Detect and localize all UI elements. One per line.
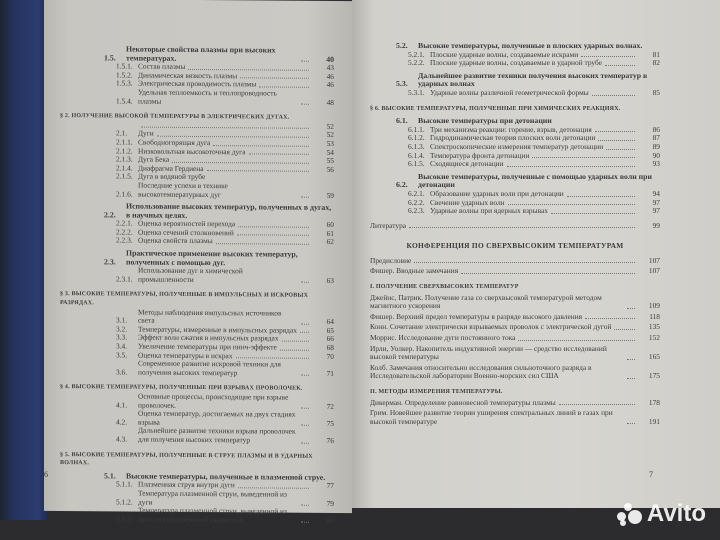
toc-entry-title: Плоские ударные волны, создаваемые в ударной трубе	[430, 58, 602, 68]
toc-entry	[60, 266, 334, 285]
dot-leader	[508, 204, 635, 205]
toc-entry	[370, 345, 660, 362]
toc-entry-page: 191	[648, 416, 660, 426]
toc-entry-page: 109	[648, 301, 660, 311]
dot-leader	[301, 505, 309, 506]
toc-entry-number: 2.3.1.	[116, 274, 133, 284]
toc-entry-number: 6.1.5.	[408, 159, 425, 169]
toc-entry-number: 3.6.	[116, 367, 128, 377]
dot-leader	[606, 149, 635, 150]
toc-entry-page: 66	[326, 334, 334, 344]
dot-leader	[249, 153, 310, 154]
toc-entry-number: 6.1.4.	[408, 150, 425, 160]
toc-entry-page: 89	[652, 141, 660, 151]
toc-entry-title: § 2. ПОЛУЧЕНИЕ ВЫСОКОЙ ТЕМПЕРАТУРЫ В ЭЛЕКТРИЧЕСКИХ ДУГАХ.	[60, 113, 290, 121]
toc-entry	[370, 283, 660, 292]
dot-leader	[301, 425, 309, 426]
toc-entry-title: Температура плазменной струи, выведенной из дуги со сверхзвуковой скоростью	[138, 505, 287, 525]
toc-entry-title: Дуги	[138, 128, 154, 139]
toc-entry-number: 3.5.	[116, 350, 128, 360]
dot-leader	[301, 442, 309, 443]
dot-leader	[567, 196, 635, 197]
toc-entry-number: 4.1.	[116, 399, 128, 410]
dot-leader	[585, 318, 635, 319]
dot-leader	[605, 65, 635, 66]
toc-entry-page: 63	[326, 275, 334, 285]
toc-entry-page: 48	[326, 97, 334, 107]
avito-watermark	[617, 500, 706, 528]
toc-entry-number: 6.2.	[396, 180, 408, 190]
toc-entry-title: Дальнейшее развитие техники получения высоких температур в ударных волнах	[418, 70, 648, 89]
toc-entry-number: 2.1.4.	[116, 163, 133, 173]
toc-entry-title: Основные процессы, происходящие при взрыве проволочек.	[138, 391, 289, 410]
right-page-number: 7	[649, 470, 653, 479]
toc-entry	[60, 506, 334, 525]
toc-entry-number: 2.1.2.	[116, 145, 133, 156]
dot-leader	[627, 308, 635, 309]
toc-entry-number: 6.1.3.	[408, 141, 425, 151]
dot-leader	[300, 332, 309, 333]
dot-leader	[409, 227, 635, 228]
toc-entry-title: Температуры, измеренные в импульсных разрядах	[138, 324, 297, 335]
toc-entry-title: Спектроскопические измерения температур детонации	[430, 141, 604, 151]
toc-entry	[60, 426, 334, 445]
toc-entry-number: 6.1.1.	[408, 124, 425, 134]
toc-entry-title: Свободногорящая дуга	[138, 137, 211, 148]
toc-entry-number: 6.1.2.	[408, 133, 425, 143]
toc-entry-number: 3.1.	[116, 315, 128, 325]
toc-entry	[370, 222, 660, 231]
toc-entry	[370, 257, 660, 266]
toc-entry-page: 76	[326, 435, 334, 445]
toc-entry	[370, 294, 660, 311]
toc-entry-number: 1.5.2.	[116, 70, 133, 80]
toc-entry-number: 5.1.1.	[116, 479, 133, 489]
toc-entry-title: Температура плазменной струи, выведенной из дуги	[138, 488, 287, 507]
toc-entry-title: Конн. Сочетание электрически взрываемых проволок с электрической дугой	[370, 322, 612, 332]
dot-leader	[507, 166, 635, 167]
toc-entry-page: 70	[326, 351, 334, 361]
toc-entry	[60, 359, 334, 378]
toc-entry-title: Использование высоких температур, полученных в дугах, в научных целях.	[126, 201, 332, 220]
dot-leader	[627, 359, 635, 360]
dot-leader	[282, 341, 309, 342]
toc-entry	[370, 89, 660, 98]
toc-entry-title: Свечение ударных волн	[430, 197, 505, 207]
toc-entry-title: Практическое применение высоких температур, полученных с помощью дуг.	[126, 248, 298, 267]
left-page-number: 6	[44, 470, 48, 479]
toc-entry-number: 3.3.	[116, 332, 128, 342]
toc-entry-page: 135	[648, 322, 660, 332]
toc-entry-title: Ирли, Уолкер. Накопитель индуктивной энергии — средство исследований высокой температуры	[370, 343, 607, 362]
toc-entry-title: Некоторые свойства плазмы при высоких температурах.	[126, 44, 276, 63]
toc-entry-page: 97	[652, 206, 660, 216]
toc-entry-page: 79	[326, 498, 334, 508]
dot-leader	[301, 197, 309, 198]
toc-entry	[60, 451, 334, 470]
dot-leader	[238, 226, 309, 227]
toc-entry-title: Оценка температур, достигаемых на двух стадиях взрыва	[138, 408, 296, 427]
right-toc	[370, 38, 660, 426]
toc-entry-number: 2.2.2.	[116, 227, 133, 237]
toc-entry-page: 52	[326, 121, 334, 131]
toc-entry-title: Моррис. Исследование дуги постоянного тока	[370, 333, 516, 343]
dot-leader	[280, 349, 309, 350]
toc-entry	[370, 207, 660, 216]
toc-entry	[370, 399, 660, 408]
dot-leader	[581, 56, 635, 57]
toc-entry-number: 2.1.3.	[116, 154, 133, 164]
toc-entry	[370, 173, 660, 190]
toc-entry-number: 6.1.	[396, 116, 408, 126]
toc-entry-title: Грим. Новейшее развитие теории уширения спектральных линий в газах при высокой температуре	[370, 408, 613, 426]
toc-entry-number: 2.1.1.	[116, 137, 133, 147]
watermark-text: Avito	[646, 500, 706, 527]
toc-entry-title: Дикерман. Определение равновесной температуры плазмы	[370, 397, 556, 407]
toc-entry	[60, 181, 334, 200]
toc-entry	[370, 242, 660, 251]
toc-entry-title: Удельная теплоемкость и теплопроводность плазмы	[138, 87, 277, 106]
toc-entry-title: Сходящиеся детонации	[430, 159, 504, 169]
toc-entry-title: Динамическая вязкость плазмы	[138, 70, 238, 81]
toc-entry-number: 5.1.	[104, 471, 116, 481]
toc-entry-title: Оценка вероятностей перехода	[138, 218, 236, 229]
toc-entry	[370, 334, 660, 343]
toc-entry-title: Низковольтная высокоточная дуга	[138, 146, 246, 156]
toc-entry-page: 90	[652, 150, 660, 160]
toc-entry-number: 5.2.	[396, 41, 408, 50]
toc-entry-number: 2.2.1.	[116, 218, 133, 228]
toc-entry-number: 2.2.	[104, 210, 116, 220]
toc-entry-title: Плоские ударные волны, создаваемые искрами	[430, 49, 579, 59]
toc-heading: КОНФЕРЕНЦИЯ ПО СВЕРХВЫСОКИМ ТЕМПЕРАТУРАМ	[406, 241, 624, 251]
toc-entry-page: 85	[652, 87, 660, 97]
toc-entry-title: § 5. ВЫСОКИЕ ТЕМПЕРАТУРЫ, ПОЛУЧЕННЫЕ В СТРУЕ ПЛАЗМЫ И В УДАРНЫХ ВОЛНАХ.	[60, 451, 313, 467]
toc-entry-page: 43	[326, 63, 334, 73]
toc-entry	[370, 313, 660, 322]
toc-entry	[370, 323, 660, 332]
dot-leader	[301, 324, 309, 325]
toc-entry	[60, 308, 334, 327]
toc-entry-page: 99	[652, 220, 660, 230]
dot-leader	[614, 329, 635, 330]
dot-leader	[301, 408, 309, 409]
toc-entry	[370, 105, 660, 114]
toc-entry-page: 54	[326, 147, 334, 157]
toc-entry-number: 4.2.	[116, 417, 128, 427]
toc-entry-title: Гидродинамическая теория плоских волн детонации	[430, 133, 596, 143]
left-toc	[60, 41, 334, 525]
toc-entry-number: 3.2.	[116, 324, 128, 334]
toc-entry-page: 93	[652, 159, 660, 169]
toc-entry-number: 5.3.1.	[408, 87, 425, 97]
toc-entry-page: 46	[326, 71, 334, 81]
toc-entry	[60, 237, 334, 248]
toc-entry-page: 77	[326, 481, 334, 491]
toc-entry-page: 107	[648, 255, 660, 265]
toc-entry-page: 82	[652, 58, 660, 68]
toc-entry-page: 75	[326, 418, 334, 428]
dot-leader	[213, 145, 309, 147]
dot-leader	[301, 61, 309, 62]
toc-entry-title: Дальнейшее развитие техники взрыва проволочек для получения высоких температур	[138, 425, 296, 445]
dot-leader	[518, 340, 635, 341]
toc-entry-title: Оценка температуры в искрах	[138, 350, 233, 360]
toc-entry-title: Увеличение температуры при пинч-эффекте	[138, 341, 277, 352]
toc-entry-title: Последние успехи в технике высокотемпературных дуг	[138, 180, 228, 199]
toc-entry-number: 1.5.1.	[116, 61, 133, 71]
toc-entry-title: Эффект волн сжатия в импульсных разрядах	[138, 332, 279, 343]
toc-entry-page: 94	[652, 188, 660, 198]
toc-entry-page: 64	[326, 317, 334, 327]
toc-entry-number: 1.5.3.	[116, 78, 133, 88]
toc-entry-page: 56	[326, 164, 334, 174]
toc-entry-title: Джейнс, Патрик. Получение газа со сверхвысокой температурой методом магнитного ускорения	[370, 292, 602, 311]
toc-entry-page: 72	[326, 401, 334, 411]
toc-entry-page: 40	[326, 54, 334, 64]
toc-entry-page: 87	[652, 133, 660, 143]
toc-entry-title: Фишер. Вводные замечания	[370, 266, 459, 276]
dot-leader	[461, 273, 635, 274]
toc-entry-number: 5.1.3.	[116, 514, 133, 524]
toc-entry-title: Образование ударных волн при детонации	[430, 188, 564, 198]
dot-leader	[301, 104, 309, 105]
toc-entry-page: 81	[652, 49, 660, 59]
toc-entry-page: 52	[326, 130, 334, 140]
toc-entry-title: Высокие температуры, полученные с помощью ударных волн при детонации	[418, 171, 652, 190]
toc-entry-title: Три механизма реакции: горение, взрыв, детонация	[430, 124, 592, 134]
toc-entry-page: 118	[649, 311, 660, 321]
dot-leader	[216, 243, 309, 245]
toc-entry-title: Состав плазмы	[138, 61, 186, 72]
toc-entry	[370, 388, 660, 397]
toc-entry-number: 2.2.3.	[116, 235, 133, 246]
toc-entry-page: 62	[326, 237, 334, 247]
toc-entry-page: 97	[652, 197, 660, 207]
toc-entry	[370, 267, 660, 276]
toc-entry-title: Электрическая проводимость плазмы	[138, 78, 257, 89]
toc-entry	[370, 160, 660, 169]
toc-entry	[60, 45, 334, 64]
dot-leader	[592, 95, 635, 96]
toc-entry-page: 71	[326, 368, 334, 378]
toc-entry-page: 46	[326, 80, 334, 90]
left-page	[44, 0, 352, 525]
toc-entry-title: Температура фронта детонации	[430, 150, 530, 160]
toc-entry	[60, 88, 334, 107]
dot-leader	[414, 262, 635, 263]
toc-entry-number: 6.2.3.	[408, 206, 425, 216]
toc-entry-title: § 4. ВЫСОКИЕ ТЕМПЕРАТУРЫ, ПОЛУЧЕННЫЕ ПРИ ВЗРЫВАХ ПРОВОЛОЧЕК.	[60, 384, 303, 393]
toc-entry	[370, 72, 660, 89]
toc-entry-title: Ударные волны при ядерных взрывах	[430, 206, 548, 216]
toc-entry-title: Дуга в водяной трубе	[138, 171, 206, 182]
toc-entry-title: Использование дуг в химической промышленности	[138, 265, 243, 284]
toc-entry-title: § 6. ВЫСОКИЕ ТЕМПЕРАТУРЫ, ПОЛУЧЕННЫЕ ПРИ ХИМИЧЕСКИХ РЕАКЦИЯХ.	[370, 105, 621, 112]
toc-entry-page: 165	[648, 352, 660, 362]
toc-entry	[370, 364, 660, 381]
toc-entry-number: 6.2.2.	[408, 197, 425, 207]
toc-entry-title: Высокие температуры при детонации	[418, 116, 552, 126]
toc-entry-number: 4.3.	[116, 434, 128, 444]
toc-entry-title: Высокие температуры, полученные в плоских ударных волнах.	[418, 41, 643, 50]
toc-entry-number: 5.2.1.	[408, 49, 425, 59]
toc-entry-title: Методы наблюдения импульсных источников света	[138, 307, 282, 325]
toc-entry	[370, 59, 660, 68]
toc-entry-title: Дуга Бека	[138, 154, 170, 164]
dot-leader	[598, 140, 635, 141]
toc-entry-title: II. МЕТОДЫ ИЗМЕРЕНИЯ ТЕМПЕРАТУРЫ.	[370, 389, 503, 395]
toc-entry-page: 61	[326, 228, 334, 238]
toc-entry-number: 2.1.6.	[116, 188, 133, 199]
toc-entry-number: 5.3.	[396, 79, 408, 89]
toc-entry-number: 5.2.2.	[408, 58, 425, 68]
toc-entry-number: 3.4.	[116, 341, 128, 351]
right-page	[352, 0, 720, 508]
toc-entry-page: 68	[326, 342, 334, 352]
dot-leader	[551, 213, 635, 214]
toc-entry-page: 59	[326, 190, 334, 200]
toc-entry-title: Предисловие	[370, 255, 412, 265]
toc-entry-page: 53	[326, 138, 334, 148]
toc-entry-number: 2.1.5.	[116, 171, 133, 181]
dot-leader	[595, 131, 635, 132]
toc-entry-title: Диафрагма Гердиена	[138, 163, 204, 173]
toc-entry-title: Фишер. Верхний предел температуры в разряде высокого давления	[370, 311, 583, 321]
avito-logo-icon	[617, 503, 643, 525]
toc-entry-title: Оценка сечений столкновений	[138, 227, 234, 238]
dot-leader	[301, 282, 309, 283]
toc-entry-page: 55	[326, 156, 334, 166]
toc-entry-page: 152	[648, 333, 660, 343]
dot-leader	[237, 235, 309, 237]
dot-leader	[559, 404, 635, 405]
toc-entry	[60, 290, 334, 309]
dot-leader	[301, 375, 309, 376]
toc-entry	[370, 409, 660, 426]
toc-entry-title: Современное развитие искровой техники для получения высоких температур	[138, 358, 281, 378]
dot-leader	[532, 157, 635, 158]
toc-entry-number: 1.5.4.	[116, 95, 133, 106]
dot-leader	[141, 127, 309, 129]
toc-entry-title: I. ПОЛУЧЕНИЕ СВЕРХВЫСОКИХ ТЕМПЕРАТУР	[370, 284, 519, 291]
toc-entry-page: 65	[326, 325, 334, 335]
toc-entry-page: 80	[326, 515, 334, 525]
toc-entry-title: Колб. Замечания относительно исследования сильноточного разряда в Исследовательской лаборатории Военно-морских сил США	[370, 362, 592, 381]
toc-entry-number: 5.1.2.	[116, 496, 133, 507]
toc-entry-page: 86	[652, 124, 660, 134]
toc-entry-number: 2.1.	[116, 128, 128, 138]
toc-entry-number: 1.5.	[104, 52, 116, 63]
toc-entry-title: Высокие температуры, полученные в плазменной струе.	[126, 471, 326, 482]
toc-entry-title: Плазменная струя внутри дуги	[138, 479, 235, 490]
dot-leader	[627, 423, 635, 424]
toc-entry-title: § 3. ВЫСОКИЕ ТЕМПЕРАТУРЫ, ПОЛУЧЕННЫЕ В ИМПУЛЬСНЫХ И ИСКРОВЫХ РАЗРЯДАХ.	[60, 291, 309, 307]
toc-entry-page: 107	[648, 266, 660, 276]
toc-entry-number: 6.2.1.	[408, 188, 425, 198]
toc-entry-title: Литература	[370, 220, 407, 230]
dot-leader	[207, 170, 309, 172]
toc-entry-title: Ударные волны различной геометрической формы	[430, 87, 589, 97]
toc-entry-number: 2.3.	[104, 257, 116, 267]
book-cover-edge	[0, 0, 48, 520]
toc-entry-page: 178	[648, 397, 660, 407]
toc-entry-page: 60	[326, 220, 334, 230]
dot-leader	[301, 522, 309, 523]
dot-leader	[627, 378, 635, 379]
toc-entry-title: Оценка свойств плазмы	[138, 236, 213, 246]
toc-entry-page: 175	[648, 371, 660, 381]
